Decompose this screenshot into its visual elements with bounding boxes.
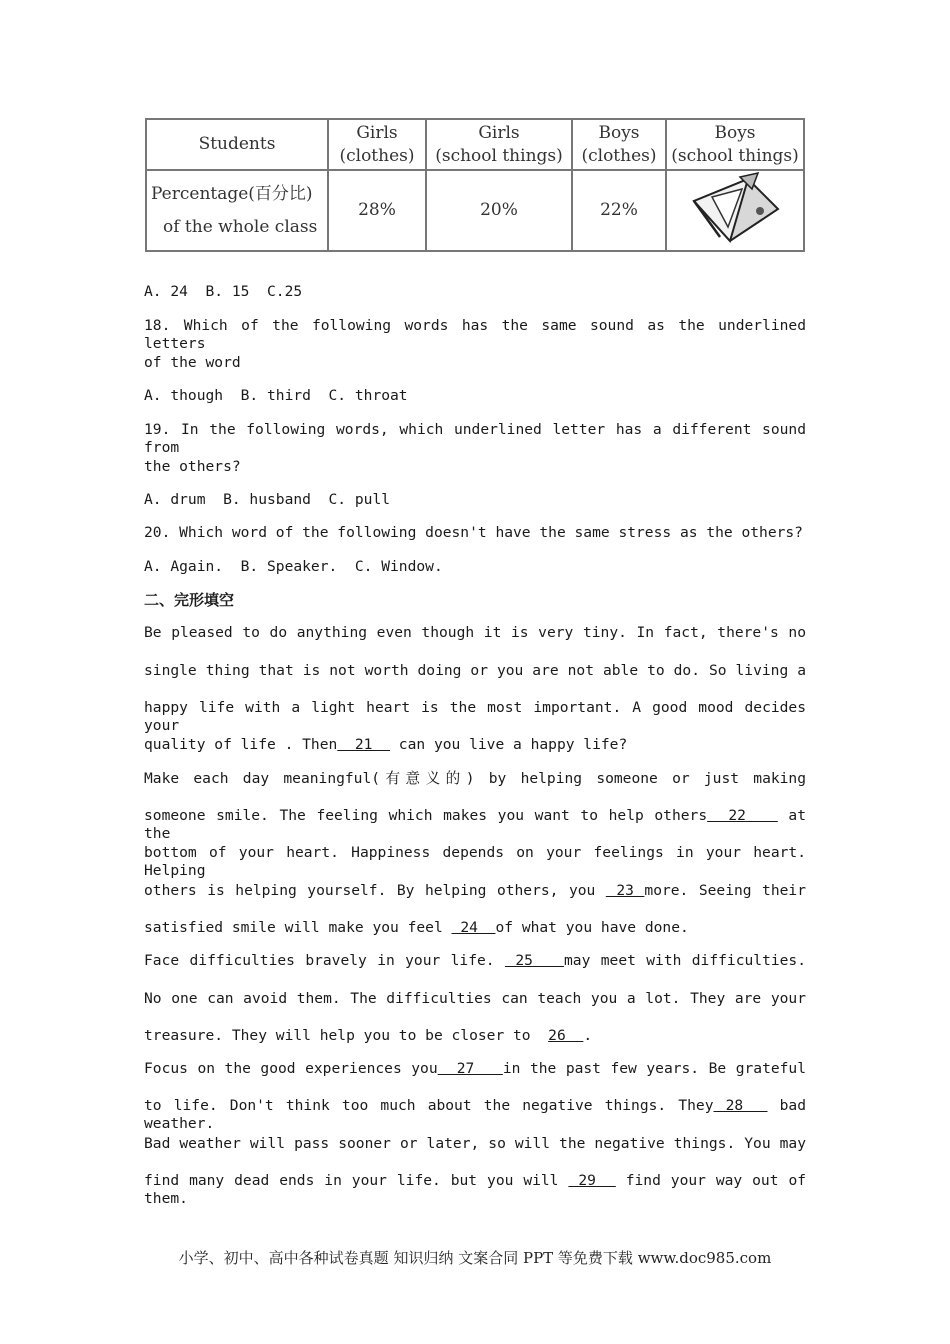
blank-23: 23 bbox=[605, 882, 645, 899]
header-girls-clothes bbox=[328, 119, 426, 170]
q18-options: A. though B. third C. throat bbox=[144, 387, 408, 404]
row-label bbox=[146, 170, 328, 251]
section-heading: 二、完形填空 bbox=[144, 591, 235, 609]
q19-options: A. drum B. husband C. pull bbox=[144, 491, 391, 508]
q20-options: A. Again. B. Speaker. C. Window. bbox=[144, 558, 443, 575]
passage-line bbox=[144, 919, 689, 937]
header-boys-clothes bbox=[572, 119, 666, 170]
blank-25: 25 bbox=[504, 952, 565, 969]
header-line: (clothes) bbox=[339, 145, 415, 166]
survey-table bbox=[145, 118, 805, 252]
header-line: Students bbox=[198, 134, 276, 154]
q17-options: A. 24 B. 15 C.25 bbox=[144, 283, 303, 300]
header-line: Girls bbox=[478, 122, 520, 143]
text: others is helping yourself. By helping others, you bbox=[144, 882, 606, 899]
text: find your way out of them. bbox=[144, 1172, 807, 1207]
row-label-line: Percentage(百分比) bbox=[151, 183, 313, 204]
text: quality of life . Then bbox=[144, 736, 338, 753]
passage-line bbox=[144, 1097, 806, 1133]
blank-27: 27 bbox=[437, 1060, 503, 1077]
passage-line bbox=[144, 952, 806, 970]
text: treasure. They will help you to be closer to bbox=[144, 1027, 549, 1044]
text: of what you have done. bbox=[495, 919, 689, 936]
text: more. Seeing their bbox=[644, 882, 806, 899]
header-line: (clothes) bbox=[581, 145, 657, 166]
q19-question-cont: the others? bbox=[144, 458, 241, 475]
passage-line: Be pleased to do anything even though it is very tiny. In fact, there's no bbox=[144, 624, 806, 641]
text: in the past few years. Be grateful bbox=[502, 1060, 806, 1077]
value-girls-school-things: 20% bbox=[426, 170, 572, 251]
blank-29: 29 bbox=[568, 1172, 616, 1189]
text: to life. Don't think too much about the negative things. They bbox=[144, 1097, 714, 1114]
passage-line: Make each day meaningful(有意义的) by helping someone or just making bbox=[144, 770, 806, 787]
passage-line: bottom of your heart. Happiness depends on your feelings in your heart. Helping bbox=[144, 844, 806, 879]
passage-line bbox=[144, 807, 806, 843]
blank-26: 26 bbox=[548, 1027, 584, 1044]
value-girls-clothes: 28% bbox=[328, 170, 426, 251]
text: Face difficulties bravely in your life. bbox=[144, 952, 505, 969]
blank-22: 22 bbox=[707, 807, 778, 824]
blank-28: 28 bbox=[713, 1097, 768, 1114]
value-boys-clothes: 22% bbox=[572, 170, 666, 251]
blank-24: 24 bbox=[451, 919, 496, 936]
passage-line bbox=[144, 736, 627, 754]
text: bad weather. bbox=[144, 1097, 806, 1132]
text: find many dead ends in your life. but you will bbox=[144, 1172, 569, 1189]
passage-line: No one can avoid them. The difficulties can teach you a lot. They are your bbox=[144, 990, 806, 1007]
passage-line: single thing that is not worth doing or you are not able to do. So living a bbox=[144, 662, 806, 679]
survey-table-wrapper bbox=[145, 118, 805, 249]
passage-line: Bad weather will pass sooner or later, so will the negative things. You may bbox=[144, 1135, 806, 1152]
row-label-line: of the whole class bbox=[163, 216, 318, 237]
table-data-row bbox=[146, 170, 804, 251]
paper-triangle-icon bbox=[690, 171, 780, 243]
q18-question: 18. Which of the following words has the same sound as the underlined letters bbox=[144, 317, 806, 352]
header-line: (school things) bbox=[435, 145, 563, 166]
value-boys-school-things bbox=[666, 170, 804, 251]
q20-question: 20. Which word of the following doesn't have the same stress as the others? bbox=[144, 524, 803, 541]
header-line: (school things) bbox=[671, 145, 799, 166]
passage-line bbox=[144, 1060, 806, 1078]
header-line: Boys bbox=[598, 122, 640, 143]
text: at the bbox=[144, 807, 806, 842]
passage-line bbox=[144, 1027, 592, 1045]
text: . bbox=[583, 1027, 593, 1044]
text: may meet with difficulties. bbox=[564, 952, 806, 969]
header-line: Boys bbox=[714, 122, 756, 143]
q19-question: 19. In the following words, which underlined letter has a different sound from bbox=[144, 421, 806, 456]
text: Focus on the good experiences you bbox=[144, 1060, 438, 1077]
header-girls-school-things bbox=[426, 119, 572, 170]
text: someone smile. The feeling which makes you want to help others bbox=[144, 807, 708, 824]
header-students bbox=[146, 119, 328, 170]
header-line: Girls bbox=[356, 122, 398, 143]
header-boys-school-things bbox=[666, 119, 804, 170]
table-header-row bbox=[146, 119, 804, 170]
text: satisfied smile will make you feel bbox=[144, 919, 452, 936]
passage-line: happy life with a light heart is the most important. A good mood decides your bbox=[144, 699, 806, 734]
text: can you live a happy life? bbox=[390, 736, 628, 753]
blank-21: 21 bbox=[337, 736, 391, 753]
q18-question-cont: of the word bbox=[144, 354, 241, 371]
passage-line bbox=[144, 882, 806, 900]
passage-line bbox=[144, 1172, 806, 1208]
page-footer: 小学、初中、高中各种试卷真题 知识归纳 文案合同 PPT 等免费下载 www.doc985.com bbox=[178, 1249, 772, 1267]
